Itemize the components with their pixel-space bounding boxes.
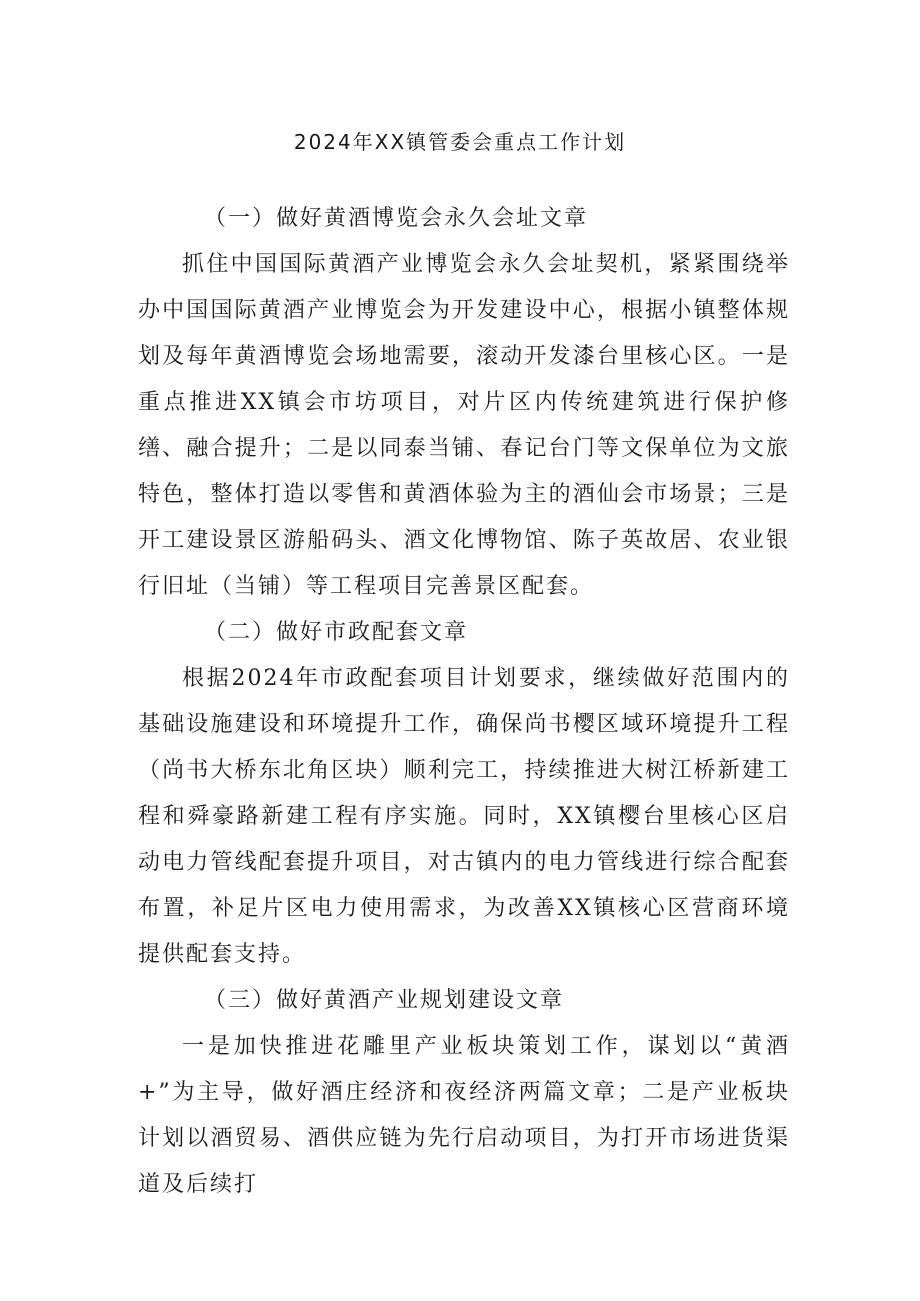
- section-heading-2: （二）做好市政配套文章: [204, 620, 469, 645]
- section-heading-3: （三）做好黄酒产业规划建设文章: [204, 988, 565, 1013]
- document-title: 2024年XX镇管委会重点工作计划: [293, 130, 627, 154]
- section-paragraph-2: 根据2024年市政配套项目计划要求，继续做好范围内的基础设施建设和环境提升工作，确保尚书樱区域环境提升工程（尚书大桥东北角区块）顺利完工，持续推进大树江桥新建工程和舜豪路新建工程有序实施。同时，XX镇樱台里核心区启动电力管线配套提升项目，对古镇内的电力管线进行综合配套布置，补足片区电力使用需求，为改善XX镇核心区营商环境提供配套支持。: [138, 666, 790, 967]
- section-heading-1: （一）做好黄酒博览会永久会址文章: [204, 206, 589, 231]
- section-paragraph-3: 一是加快推进花雕里产业板块策划工作，谋划以“黄酒+”为主导，做好酒庄经济和夜经济两篇文章；二是产业板块计划以酒贸易、酒供应链为先行启动项目，为打开市场进货渠道及后续打: [138, 1034, 790, 1197]
- section-paragraph-1: 抓住中国国际黄酒产业博览会永久会址契机，紧紧围绕举办中国国际黄酒产业博览会为开发建设中心，根据小镇整体规划及每年黄酒博览会场地需要，滚动开发漆台里核心区。一是重点推进XX镇会市坊项目，对片区内传统建筑进行保护修缮、融合提升；二是以同泰当铺、春记台门等文保单位为文旅特色，整体打造以零售和黄酒体验为主的酒仙会市场景；三是开工建设景区游船码头、酒文化博物馆、陈子英故居、农业银行旧址（当铺）等工程项目完善景区配套。: [138, 252, 790, 599]
- document-body: [138, 196, 790, 1208]
